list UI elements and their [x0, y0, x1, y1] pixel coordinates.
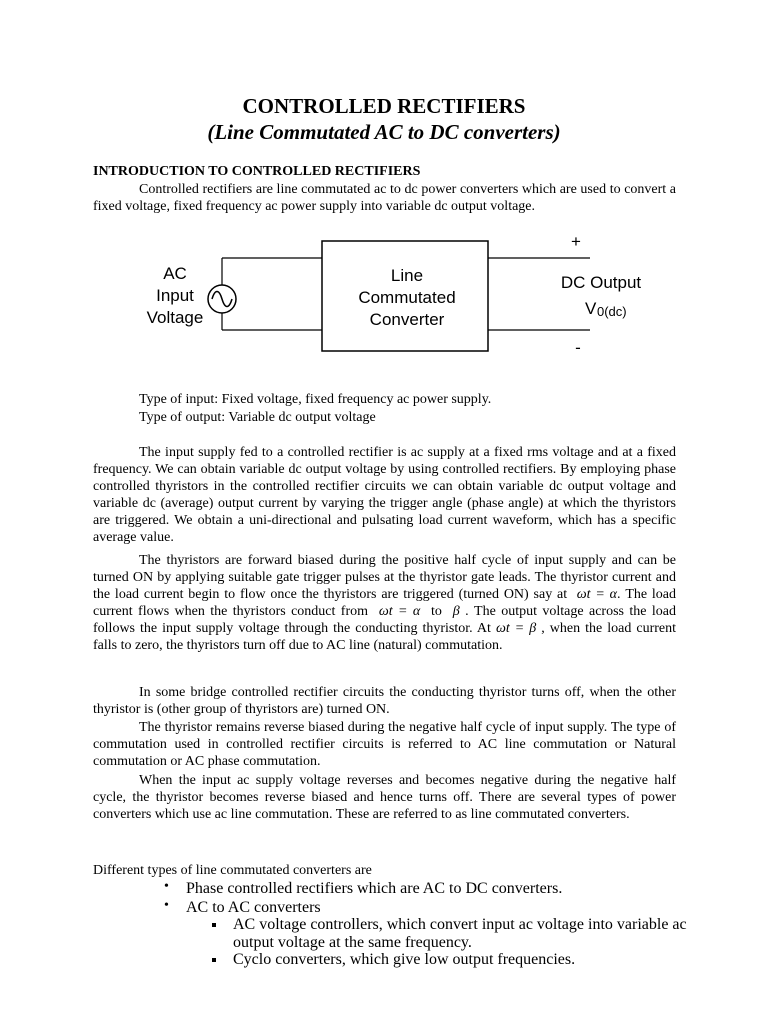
type-of-input: Type of input: Fixed voltage, fixed frequency ac power supply. — [139, 392, 492, 407]
paragraph-1: The input supply fed to a controlled rectifier is ac supply at a fixed rms voltage and at a fixed frequency. We can obtain variable dc output voltage by using controlled rectifiers. By employing phase controlled thyristors in the controlled rectifier circuits we can obtain variable dc output voltage and variable dc (average) output current by varying the trigger angle (phase angle) at which the thyristors are triggered. We obtain a uni-directional and pulsating load current waveform, which has a specific average value. — [93, 445, 676, 545]
bullet-item-1: Phase controlled rectifiers which are AC to DC converters. — [186, 880, 563, 897]
sub-bullet-item-1: AC voltage controllers, which convert input ac voltage into variable ac — [233, 916, 687, 933]
sub-bullet-item-2: Cyclo converters, which give low output frequencies. — [233, 951, 576, 968]
sine-wave-icon — [212, 292, 232, 307]
intro-paragraph: Controlled rectifiers are line commutated ac to dc power converters which are used to convert a fixed voltage, fixed frequency ac power supply into variable dc output voltage. — [93, 182, 676, 214]
document-subtitle: (Line Commutated AC to DC converters) — [207, 120, 561, 144]
input-label-line1: AC — [163, 264, 187, 283]
converter-label-line1: Line — [390, 266, 424, 285]
output-minus-sign: - — [575, 338, 581, 357]
paragraph-4: The thyristor remains reverse biased during the negative half cycle of input supply. The type of commutation used in controlled rectifier circuits is referred to AC line commutation or Natural commutation or AC phase commutation. — [93, 720, 676, 769]
input-label-line3: Voltage — [146, 308, 204, 327]
paragraph-2-to: to — [431, 604, 442, 619]
converter-block-diagram — [0, 225, 768, 365]
paragraph-2-part-d: , when the load current falls to zero, the thyristors turn off due to AC line (natural) commutation. — [93, 621, 677, 653]
math-wt-alpha-1: ωt = α — [576, 587, 617, 602]
type-of-output: Type of output: Variable dc output voltage — [139, 410, 376, 425]
output-plus-sign: + — [571, 232, 581, 251]
bullet-dot-2: • — [164, 898, 169, 913]
output-voltage-subscript: 0(dc) — [597, 304, 627, 319]
section-heading: INTRODUCTION TO CONTROLLED RECTIFIERS — [93, 164, 421, 179]
converter-label-line3: Converter — [369, 310, 445, 329]
input-label-line2: Input — [156, 286, 194, 305]
math-wt-alpha-2: ωt = α — [378, 604, 421, 619]
paragraph-2-part-a: The thyristors are forward biased during the positive half cycle of input supply and can be turned ON by applying suitable gate trigger pulses at the thyristor gate leads. The thyristor current and the load current begin to flow once the thyristors are triggered (turned ON) say at — [93, 553, 676, 602]
sub-bullet-square-2 — [212, 958, 216, 962]
bullet-item-2: AC to AC converters — [186, 899, 321, 916]
converter-label-line2: Commutated — [358, 288, 456, 307]
math-beta: β — [452, 604, 460, 619]
sub-bullet-item-1-cont: output voltage at the same frequency. — [233, 934, 472, 951]
list-intro: Different types of line commutated converters are — [93, 863, 372, 878]
output-voltage-symbol: V — [585, 299, 597, 318]
math-wt-beta: ωt = β — [495, 621, 537, 636]
output-label: DC Output — [560, 273, 642, 292]
paragraph-2-part-c: . The output voltage across the load follows the input supply voltage through the conducting thyristor. At — [93, 604, 677, 636]
paragraph-5: When the input ac supply voltage reverses and becomes negative during the negative half cycle, the thyristor becomes reverse biased and hence turns off. There are several types of power converters which use ac line commutation. These are referred to as line commutated converters. — [93, 773, 676, 822]
paragraph-3: In some bridge controlled rectifier circuits the conducting thyristor turns off, when the other thyristor is (other group of thyristors are) turned ON. — [93, 685, 676, 717]
paragraph-2-part-b: . The load current flows when the thyristors conduct from — [93, 587, 677, 619]
sub-bullet-square-1 — [212, 923, 216, 927]
bullet-dot-1: • — [164, 879, 169, 894]
paragraph-2 — [93, 552, 676, 654]
document-title: CONTROLLED RECTIFIERS — [242, 94, 526, 118]
